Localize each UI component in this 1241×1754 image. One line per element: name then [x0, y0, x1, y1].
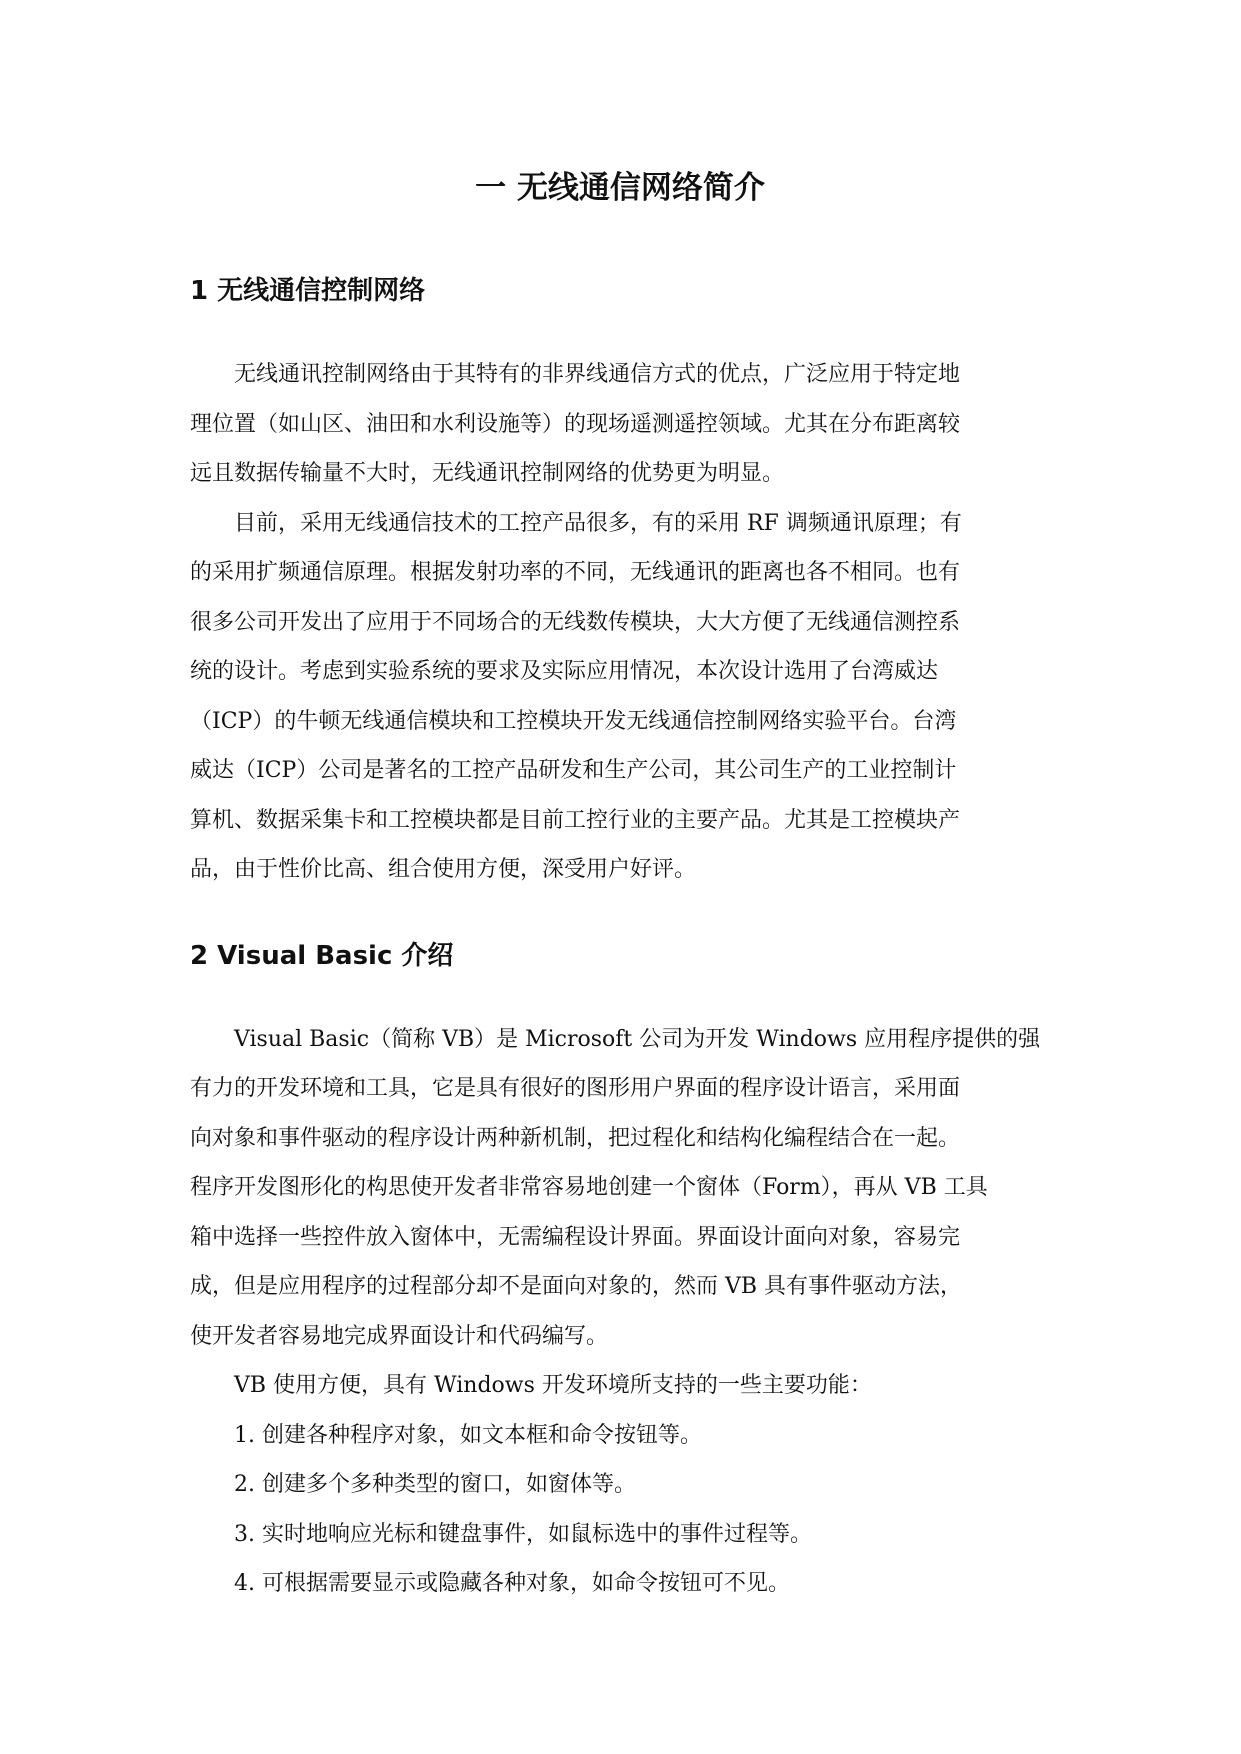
text-line: VB 使用方便，具有 Windows 开发环境所支持的一些主要功能： [234, 1373, 872, 1398]
chapter-title: 一 无线通信网络简介 [475, 170, 765, 206]
section-1-paragraph-1 [190, 350, 1050, 499]
text-line: 威达（ICP）公司是著名的工控产品研发和生产公司，其公司生产的工业控制计 [190, 758, 957, 783]
text-line: 程序开发图形化的构思使开发者非常容易地创建一个窗体（Form），再从 VB 工具 [190, 1175, 988, 1200]
text-line: 无线通讯控制网络由于其特有的非界线通信方式的优点，广泛应用于特定地 [234, 362, 961, 387]
section-2-paragraph-1 [190, 1015, 1050, 1362]
text-line: 成，但是应用程序的过程部分却不是面向对象的，然而 VB 具有事件驱动方法， [190, 1274, 963, 1299]
text-line: 向对象和事件驱动的程序设计两种新机制，把过程化和结构化编程结合在一起。 [190, 1125, 961, 1151]
text-line: 品，由于性价比高、组合使用方便，深受用户好评。 [190, 857, 697, 882]
list-item: 3. 实时地响应光标和键盘事件，如鼠标选中的事件过程等。 [234, 1521, 812, 1547]
text-line: 目前，采用无线通信技术的工控产品很多，有的采用 RF 调频通讯原理；有 [234, 510, 962, 536]
text-line: 理位置（如山区、油田和水利设施等）的现场遥测遥控领域。尤其在分布距离较 [190, 411, 961, 437]
text-line: 很多公司开发出了应用于不同场合的无线数传模块，大大方便了无线通信测控系 [190, 609, 961, 635]
text-line: 算机、数据采集卡和工控模块都是目前工控行业的主要产品。尤其是工控模块产 [190, 807, 961, 833]
list-item: 1. 创建各种程序对象，如文本框和命令按钮等。 [234, 1422, 702, 1448]
text-line: 的采用扩频通信原理。根据发射功率的不同，无线通讯的距离也各不相同。也有 [190, 560, 961, 585]
text-line: 统的设计。考虑到实验系统的要求及实际应用情况，本次设计选用了台湾威达 [190, 659, 939, 684]
text-line: 有力的开发环境和工具，它是具有很好的图形用户界面的程序设计语言，采用面 [190, 1076, 961, 1101]
section-1-paragraph-2 [190, 499, 1050, 895]
text-line: （ICP）的牛顿无线通信模块和工控模块开发无线通信控制网络实验平台。台湾 [190, 708, 957, 734]
section-1-heading: 1 无线通信控制网络 [190, 276, 426, 306]
page-content [190, 168, 1050, 1609]
text-line: Visual Basic（简称 VB）是 Microsoft 公司为开发 Windows 应用程序提供的强 [234, 1026, 1041, 1052]
list-item: 2. 创建多个多种类型的窗口，如窗体等。 [234, 1472, 636, 1497]
section-2-heading: 2 Visual Basic 介绍 [190, 940, 454, 971]
text-line: 使开发者容易地完成界面设计和代码编写。 [190, 1323, 609, 1349]
text-line: 箱中选择一些控件放入窗体中，无需编程设计界面。界面设计面向对象，容易完 [190, 1224, 961, 1250]
list-item: 4. 可根据需要显示或隐藏各种对象，如命令按钮可不见。 [234, 1571, 790, 1596]
text-line: 远且数据传输量不大时，无线通讯控制网络的优势更为明显。 [190, 461, 785, 486]
section-2-paragraph-2 [190, 1361, 1050, 1411]
